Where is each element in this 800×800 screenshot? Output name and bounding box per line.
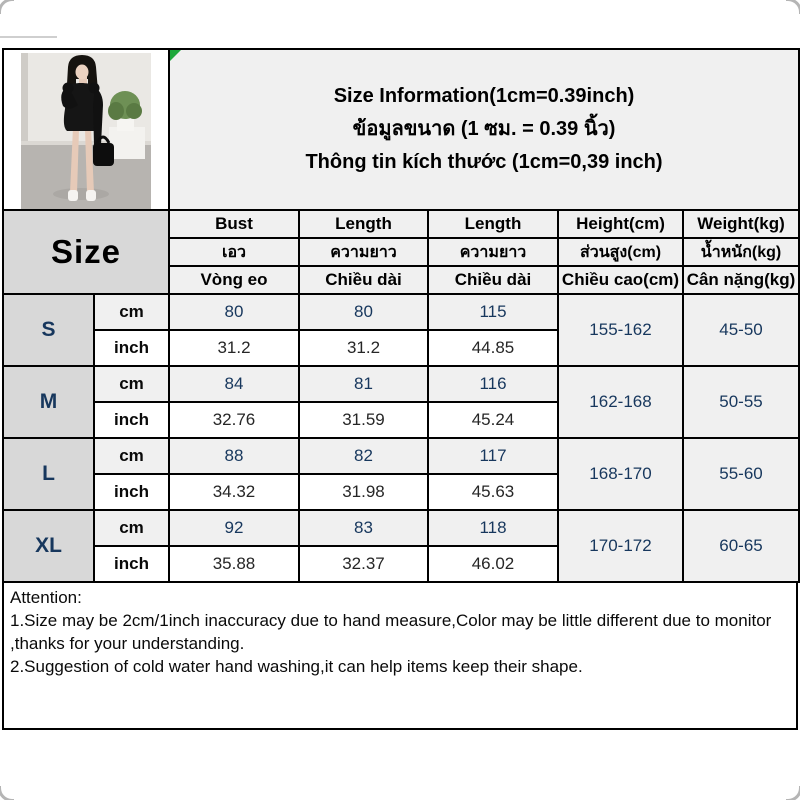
height-range-cell: 162-168 [558, 366, 683, 438]
value-cell: 92 [169, 510, 299, 546]
col-header-height-th: ส่วนสูง(cm) [558, 238, 683, 266]
value-cell: 44.85 [428, 330, 558, 366]
value-cell: 46.02 [428, 546, 558, 582]
col-header-length1-en: Length [299, 210, 428, 238]
height-range-cell: 170-172 [558, 510, 683, 582]
col-header-bust-en: Bust [169, 210, 299, 238]
weight-range-cell: 50-55 [683, 366, 799, 438]
col-header-length2-en: Length [428, 210, 558, 238]
value-cell: 31.2 [299, 330, 428, 366]
unit-cell: inch [94, 474, 169, 510]
value-cell: 88 [169, 438, 299, 474]
col-header-height-en: Height(cm) [558, 210, 683, 238]
product-photo [21, 53, 151, 209]
size-sheet [2, 48, 798, 730]
col-header-length2-th: ความยาว [428, 238, 558, 266]
size-table [2, 48, 800, 583]
value-cell: 115 [428, 294, 558, 330]
product-photo-cell [3, 49, 169, 210]
value-cell: 80 [169, 294, 299, 330]
title-line-thai: ข้อมูลขนาด (1 ซม. = 0.39 นิ้ว) [352, 118, 616, 140]
unit-cell: cm [94, 510, 169, 546]
value-cell: 32.76 [169, 402, 299, 438]
rounded-corner-top-right [786, 0, 800, 14]
value-cell: 118 [428, 510, 558, 546]
col-header-length2-vi: Chiều dài [428, 266, 558, 294]
unit-cell: inch [94, 402, 169, 438]
size-label-xl: XL [3, 510, 94, 582]
value-cell: 34.32 [169, 474, 299, 510]
attention-heading: Attention: [10, 588, 82, 607]
col-header-bust-th: เอว [169, 238, 299, 266]
unit-cell: cm [94, 294, 169, 330]
value-cell: 31.59 [299, 402, 428, 438]
unit-cell: inch [94, 330, 169, 366]
size-label-m: M [3, 366, 94, 438]
value-cell: 45.24 [428, 402, 558, 438]
value-cell: 84 [169, 366, 299, 402]
value-cell: 82 [299, 438, 428, 474]
value-cell: 45.63 [428, 474, 558, 510]
size-label-l: L [3, 438, 94, 510]
rounded-corner-bottom-right [786, 786, 800, 800]
attention-notes [2, 583, 798, 730]
rounded-corner-bottom-left [0, 786, 14, 800]
attention-note-2: 2.Suggestion of cold water hand washing,it can help items keep their shape. [10, 657, 583, 676]
title-line-vietnamese: Thông tin kích thước (1cm=0,39 inch) [305, 151, 663, 173]
col-header-bust-vi: Vòng eo [169, 266, 299, 294]
height-range-cell: 168-170 [558, 438, 683, 510]
value-cell: 31.2 [169, 330, 299, 366]
title-line-english: Size Information(1cm=0.39inch) [333, 85, 635, 107]
col-header-length1-vi: Chiều dài [299, 266, 428, 294]
col-header-weight-th: น้ำหนัก(kg) [683, 238, 799, 266]
col-header-weight-vi: Cân nặng(kg) [683, 266, 799, 294]
value-cell: 116 [428, 366, 558, 402]
col-header-weight-en: Weight(kg) [683, 210, 799, 238]
weight-range-cell: 45-50 [683, 294, 799, 366]
value-cell: 35.88 [169, 546, 299, 582]
value-cell: 117 [428, 438, 558, 474]
size-header-cell: Size [3, 210, 169, 294]
col-header-length1-th: ความยาว [299, 238, 428, 266]
weight-range-cell: 55-60 [683, 438, 799, 510]
rounded-corner-top-left [0, 0, 14, 14]
height-range-cell: 155-162 [558, 294, 683, 366]
value-cell: 80 [299, 294, 428, 330]
title-cell [169, 49, 799, 210]
value-cell: 83 [299, 510, 428, 546]
gridline-artifact [0, 36, 57, 38]
unit-cell: cm [94, 438, 169, 474]
value-cell: 31.98 [299, 474, 428, 510]
attention-note-1a: 1.Size may be 2cm/1inch inaccuracy due to hand measure,Color may be little different due to monitor [10, 611, 772, 630]
col-header-height-vi: Chiều cao(cm) [558, 266, 683, 294]
green-corner-flag [170, 50, 181, 61]
unit-cell: cm [94, 366, 169, 402]
value-cell: 81 [299, 366, 428, 402]
weight-range-cell: 60-65 [683, 510, 799, 582]
value-cell: 32.37 [299, 546, 428, 582]
unit-cell: inch [94, 546, 169, 582]
attention-note-1b: ,thanks for your understanding. [10, 634, 245, 653]
size-label-s: S [3, 294, 94, 366]
